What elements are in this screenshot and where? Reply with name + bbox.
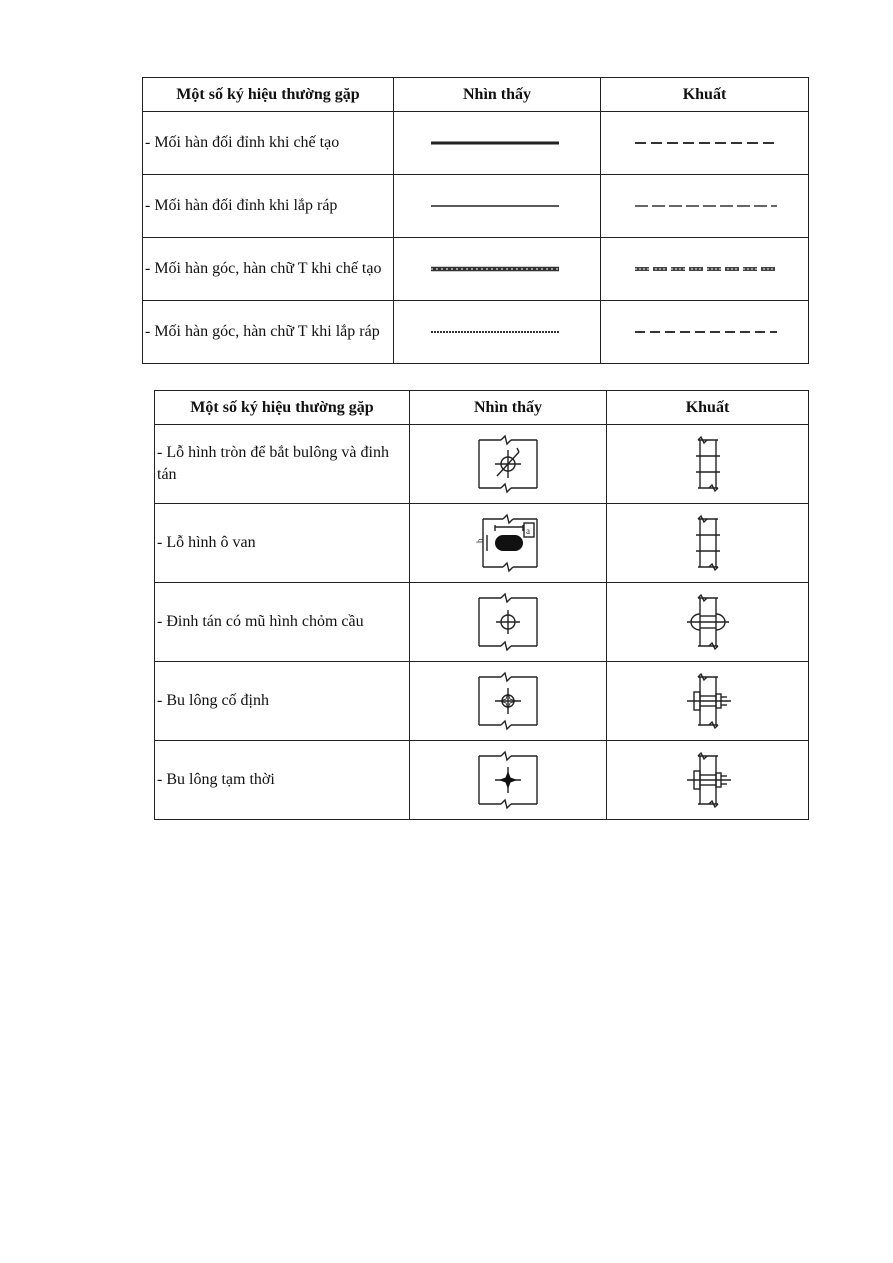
- permanent-bolt-section-symbol: [683, 671, 733, 731]
- oval-hole-section-symbol: [688, 513, 728, 573]
- row-label: - Bu lông cố định: [155, 662, 410, 741]
- round-hole-symbol: [473, 434, 543, 494]
- row-label: - Mối hàn góc, hàn chữ T khi lắp ráp: [143, 301, 394, 364]
- hidden-symbol-cell: [601, 112, 809, 175]
- rivet-domed-head-symbol: [473, 592, 543, 652]
- row-label: - Đinh tán có mũ hình chỏm cầu: [155, 583, 410, 662]
- fillet-weld-factory-hidden-line: [630, 263, 780, 275]
- visible-symbol-cell: [394, 238, 601, 301]
- table-row: [143, 301, 809, 364]
- temporary-bolt-section-symbol: [683, 750, 733, 810]
- visible-symbol-cell: [410, 425, 607, 504]
- column-header: Khuất: [607, 391, 809, 425]
- fastener-symbols-table: [154, 390, 809, 820]
- row-label: - Lỗ hình ô van: [155, 504, 410, 583]
- hidden-symbol-cell: [607, 583, 809, 662]
- hidden-symbol-cell: [601, 175, 809, 238]
- table-row: [143, 175, 809, 238]
- oval-hole-symbol: [473, 513, 543, 573]
- rivet-section-symbol: [683, 592, 733, 652]
- column-header: Nhìn thấy: [410, 391, 607, 425]
- visible-symbol-cell: [410, 504, 607, 583]
- fillet-weld-factory-visible-line: [427, 263, 567, 275]
- visible-symbol-cell: [410, 741, 607, 820]
- weld-symbols-table: [142, 77, 809, 364]
- hidden-symbol-cell: [607, 662, 809, 741]
- hidden-symbol-cell: [607, 425, 809, 504]
- butt-weld-assembly-hidden-line: [630, 201, 780, 211]
- table-row: [155, 425, 809, 504]
- column-header: Nhìn thấy: [394, 78, 601, 112]
- visible-symbol-cell: [394, 175, 601, 238]
- row-label: - Lỗ hình tròn để bắt bulông và đinh tán: [155, 425, 410, 504]
- hidden-symbol-cell: [601, 301, 809, 364]
- fillet-weld-assembly-visible-line: [427, 327, 567, 337]
- row-label: - Bu lông tạm thời: [155, 741, 410, 820]
- column-header: Khuất: [601, 78, 809, 112]
- hidden-symbol-cell: [607, 504, 809, 583]
- butt-weld-assembly-visible-line: [427, 201, 567, 211]
- visible-symbol-cell: [410, 583, 607, 662]
- column-header: Một số ký hiệu thường gặp: [143, 78, 394, 112]
- temporary-bolt-symbol: [473, 750, 543, 810]
- row-label: - Mối hàn góc, hàn chữ T khi chế tạo: [143, 238, 394, 301]
- hidden-symbol-cell: [607, 741, 809, 820]
- round-hole-section-symbol: [688, 434, 728, 494]
- row-label: - Mối hàn đối đỉnh khi lắp ráp: [143, 175, 394, 238]
- visible-symbol-cell: [394, 112, 601, 175]
- dimension-label-b: b: [475, 538, 485, 543]
- column-header: Một số ký hiệu thường gặp: [155, 391, 410, 425]
- table-row: [155, 583, 809, 662]
- table-row: [143, 238, 809, 301]
- table-row: [155, 504, 809, 583]
- table-header-row: [155, 391, 809, 425]
- butt-weld-factory-hidden-line: [630, 138, 780, 148]
- table-row: [155, 741, 809, 820]
- visible-symbol-cell: [410, 662, 607, 741]
- row-label: - Mối hàn đối đỉnh khi chế tạo: [143, 112, 394, 175]
- table-header-row: [143, 78, 809, 112]
- permanent-bolt-symbol: [473, 671, 543, 731]
- table-row: [143, 112, 809, 175]
- hidden-symbol-cell: [601, 238, 809, 301]
- table-row: [155, 662, 809, 741]
- dimension-label-a: a: [526, 526, 530, 536]
- visible-symbol-cell: [394, 301, 601, 364]
- fillet-weld-assembly-hidden-line: [630, 327, 780, 337]
- butt-weld-factory-visible-line: [427, 138, 567, 148]
